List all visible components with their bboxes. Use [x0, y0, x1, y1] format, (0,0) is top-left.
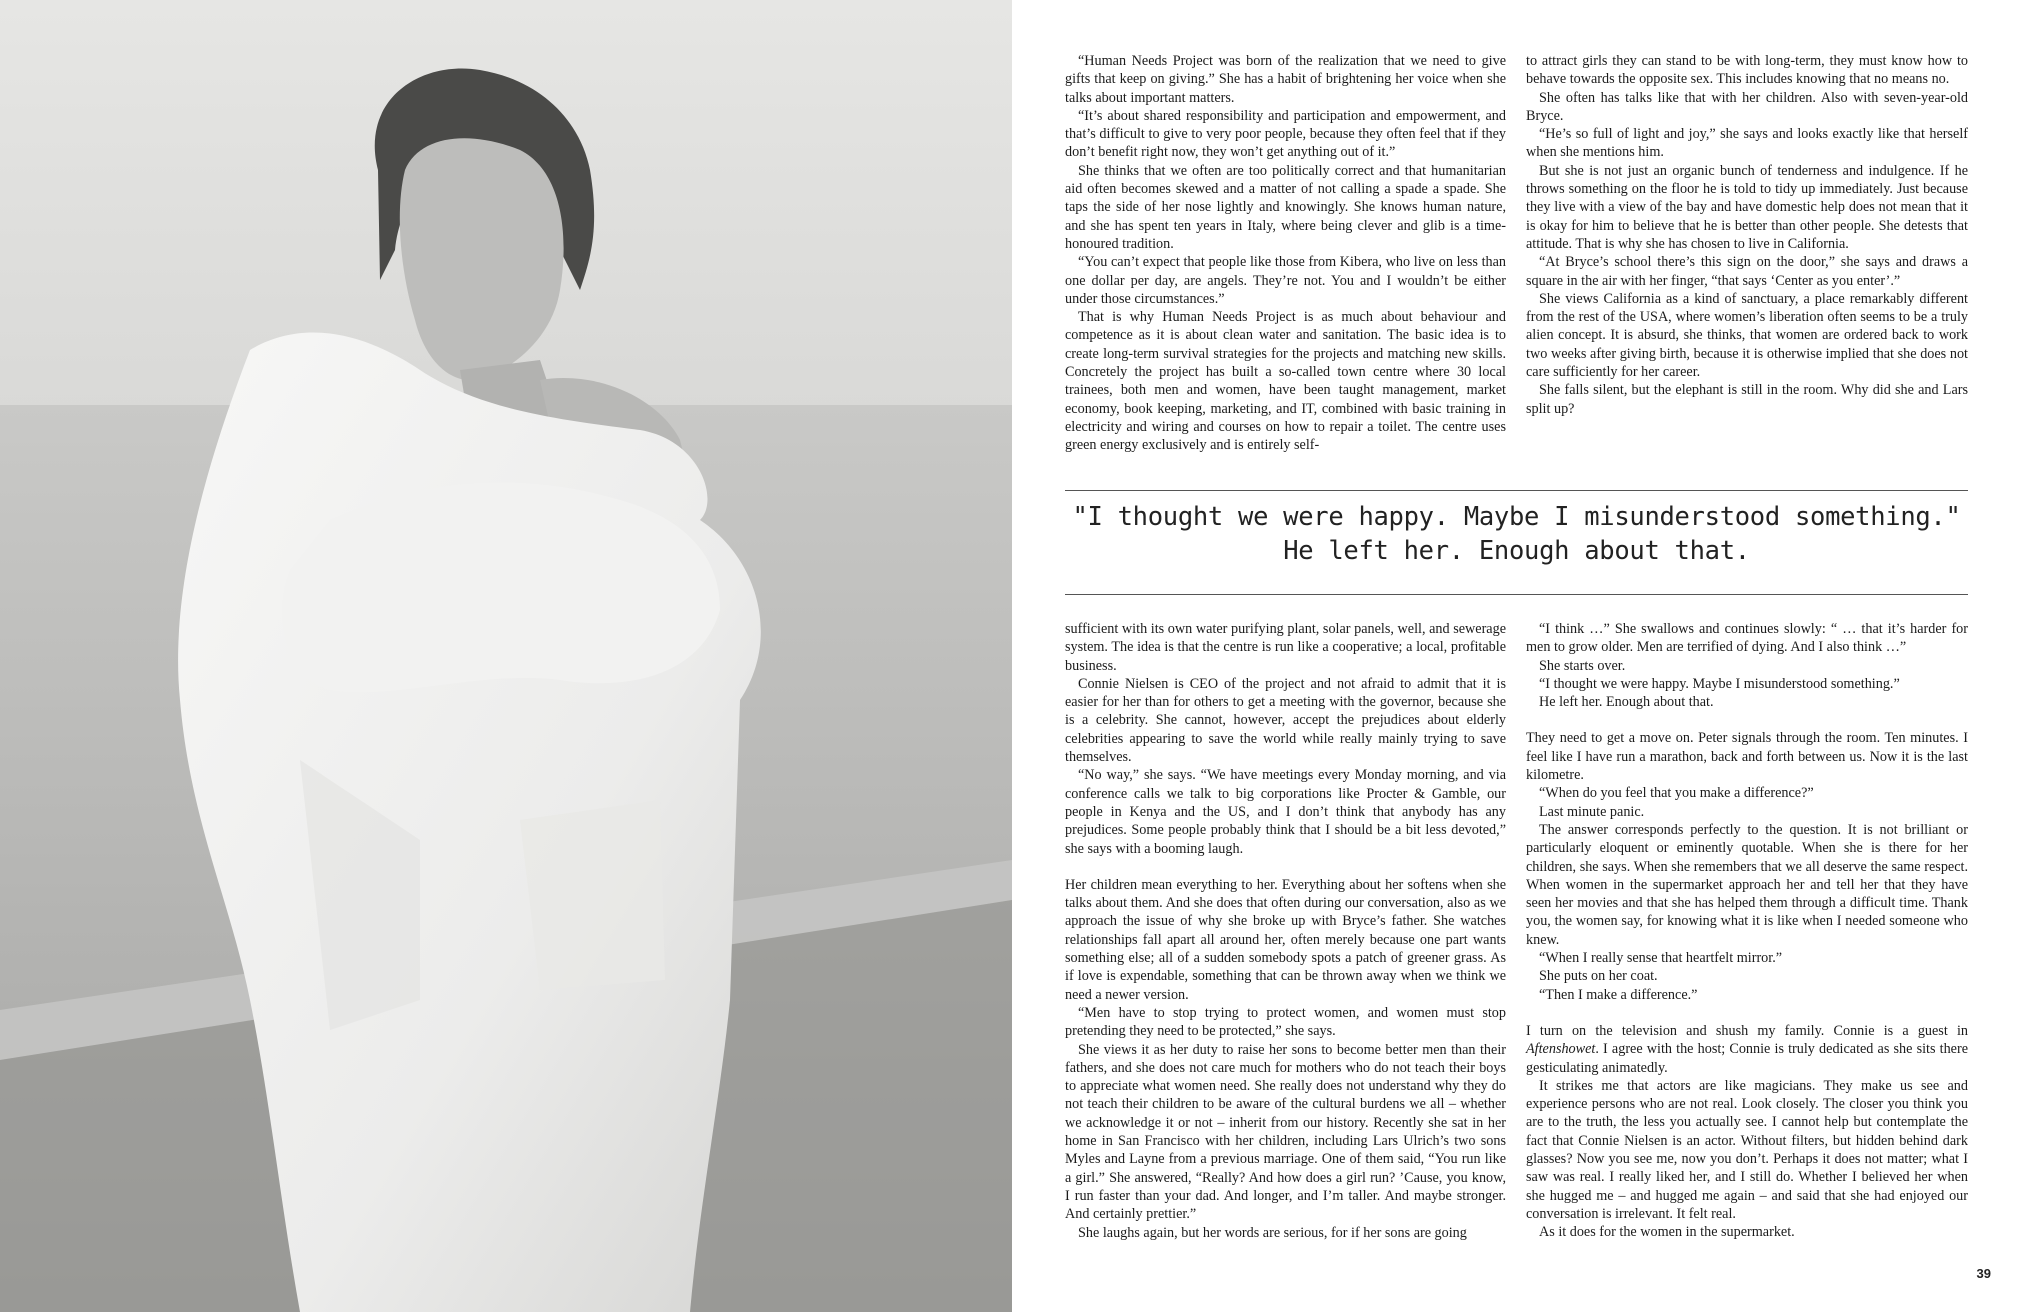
- show-title: Aftenshowet: [1526, 1041, 1596, 1058]
- paragraph: He left her. Enough about that.: [1539, 694, 1714, 711]
- pull-quote-line-2: He left her. Enough about that.: [1283, 536, 1750, 566]
- pull-quote: [1065, 500, 1968, 568]
- paragraph: She laughs again, but her words are serious, for if her sons are going: [1078, 1224, 1467, 1241]
- paragraph: She falls silent, but the elephant is still in the room. Why did she and Lars split up?: [1526, 382, 1968, 417]
- text-run: . I agree with the host; Connie is truly dedicated as she sits there gesticulating animatedly.: [1526, 1041, 1968, 1076]
- paragraph: “Men have to stop trying to protect women, and women must stop pretending they need to be protected,” she says.: [1065, 1004, 1506, 1040]
- paragraph: She thinks that we often are too politically correct and that humanitarian aid often becomes skewed and a matter of not calling a spade a spade. She taps the side of her nose lightly and knowingly. She knows human nature, and she has spent ten years in Italy, where being clever and glib is a time-honoured tradition.: [1065, 162, 1506, 252]
- paragraph: “He’s so full of light and joy,” she says and looks exactly like that herself when she mentions him.: [1526, 126, 1968, 161]
- paragraph: “When I really sense that heartfelt mirror.”: [1539, 950, 1783, 967]
- paragraph: “Human Needs Project was born of the realization that we need to give gifts that keep on giving.” She has a habit of brightening her voice when she talks about important matters.: [1065, 53, 1506, 106]
- paragraph: “You can’t expect that people like those from Kibera, who live on less than one dollar per day, are angels. They’re not. You and I wouldn’t be either under those circumstances.”: [1065, 254, 1506, 307]
- paragraph: “When do you feel that you make a difference?”: [1539, 785, 1814, 802]
- paragraph: “I think …” She swallows and continues slowly: “ … that it’s harder for men to grow older. Men are terrified of dying. And I also think …”: [1526, 621, 1968, 656]
- paragraph: She views California as a kind of sanctuary, a place remarkably different from the rest of the USA, where women’s liberation often seems to be a truly alien concept. It is absurd, she thinks, that women are ordered back to work two weeks after giving birth, because it is otherwise implied that she does not care sufficiently for her career.: [1526, 290, 1968, 381]
- page-number: 39: [1976, 1266, 1991, 1281]
- paragraph: “I thought we were happy. Maybe I misunderstood something.”: [1539, 675, 1900, 692]
- paragraph: to attract girls they can stand to be with long-term, they must know how to behave towards the opposite sex. This includes knowing that no means no.: [1526, 53, 1968, 88]
- paragraph: “At Bryce’s school there’s this sign on the door,” she says and draws a square in the air with her finger, “that says ‘Center as you enter’.”: [1526, 254, 1968, 289]
- paragraph: She often has talks like that with her children. Also with seven-year-old Bryce.: [1526, 89, 1968, 124]
- paragraph: They need to get a move on. Peter signals through the room. Ten minutes. I feel like I have run a marathon, back and forth between us. Now it is the last kilometre.: [1526, 730, 1968, 784]
- paragraph: She puts on her coat.: [1539, 968, 1658, 985]
- paragraph: “It’s about shared responsibility and participation and empowerment, and that’s difficult to give to very poor people, because they often feel that if they don’t benefit right now, they won’t get anything out of it.”: [1065, 107, 1506, 161]
- pull-quote-bottom-rule: [1065, 594, 1968, 595]
- paragraph: Last minute panic.: [1539, 803, 1645, 820]
- paragraph: It strikes me that actors are like magicians. They make us see and experience persons who are not real. Look closely. The closer you think you are to the truth, the less you actually see. I cannot help but contemplate the fact that Connie Nielsen is an actor. Without filters, but hidden behind dark glasses? Now you see me, now you don’t. Perhaps it does not matter; what I saw was real. I really liked her, and I still do. Whether I believed her when she hugged me – and hugged me again – and said that she had enjoyed our conversation is irrelevant. It felt real.: [1526, 1077, 1968, 1222]
- paragraph: She views it as her duty to raise her sons to become better men than their fathers, and she does not care much for mothers who do not teach their boys to appreciate what women need. She really does not understand why they do not teach their children to be aware of the cultural burdens we all – whether we acknowledge it or not – inherit from our history. Recently she sat in her home in San Francisco with her children, including Lars Ulrich’s two sons Myles and Layne from a previous marriage. One of them said, “You run like a girl.” She answered, “Really? And how does a girl run? ’Cause, you know, I run faster than your dad. And longer, and I’m taller. And maybe stronger. And certainly prettier.”: [1065, 1041, 1506, 1223]
- paragraph: The answer corresponds perfectly to the question. It is not brilliant or particularly eloquent or eminently quotable. When she is there for her children, she says. When she remembers that we all deserve the same respect. When women in the supermarket approach her and tell her that they have seen her movies and that she has helped them through a difficult time. Thank you, the women say, for knowing what it is like when I needed someone who knew.: [1526, 821, 1968, 948]
- paragraph: That is why Human Needs Project is as much about behaviour and competence as it is about clean water and sanitation. The basic idea is to create long-term survival strategies for the projects and matching new skills. Concretely the project has built a so-called town centre where 30 local trainees, both men and women, have been taught management, market economy, book keeping, marketing, and IT, combined with basic training in electricity and wiring and courses on how to repair a toilet. The centre uses green energy exclusively and is entirely self-: [1065, 309, 1506, 454]
- text-column-1: [1065, 52, 1506, 455]
- text-column-4: [1526, 620, 1968, 1242]
- paragraph: “No way,” she says. “We have meetings every Monday morning, and via conference calls we talk to big corporations like Procter & Gamble, our people in Kenya and the US, and I don’t think that anybody has any prejudices. Some people probably think that I should be a bit less devoted,” she says with a booming laugh.: [1065, 767, 1506, 857]
- paragraph: sufficient with its own water purifying plant, solar panels, well, and sewerage system. The idea is that the centre is run like a cooperative; a local, profitable business.: [1065, 621, 1506, 674]
- pull-quote-line-1: "I thought we were happy. Maybe I misunderstood something.": [1072, 502, 1961, 532]
- text-column-2: [1526, 52, 1968, 418]
- paragraph: But she is not just an organic bunch of tenderness and indulgence. If he throws something on the floor he is told to tidy up immediately. Just because they live with a view of the bay and have domestic help does not mean that it is okay for him to believe that he is better than other people. She detests that attitude. That is why she has chosen to live in California.: [1526, 162, 1968, 252]
- paragraph: She starts over.: [1539, 657, 1626, 674]
- paragraph: Connie Nielsen is CEO of the project and not afraid to admit that it is easier for her than for others to get a meeting with the governor, because she is a celebrity. She cannot, however, accept the prejudices about elderly celebrities appearing to save the world while really mainly trying to save themselves.: [1065, 675, 1506, 766]
- text-run: I turn on the television and shush my family. Connie is a guest in: [1526, 1022, 1968, 1039]
- text-column-3: [1065, 620, 1506, 1242]
- article-page: [1012, 0, 2024, 1312]
- paragraph: As it does for the women in the supermarket.: [1539, 1224, 1795, 1241]
- pull-quote-top-rule: [1065, 490, 1968, 491]
- paragraph: Her children mean everything to her. Everything about her softens when she talks about them. And she does that often during our conversation, also as we approach the issue of why she broke up with Bryce’s father. She watches relationships fall apart all around her, often merely because one part wants something else; all of a sudden somebody spots a patch of greener grass. As if love is expendable, something that can be thrown away when we think we need a newer version.: [1065, 876, 1506, 1003]
- paragraph: [1526, 1022, 1968, 1077]
- paragraph: “Then I make a difference.”: [1539, 986, 1698, 1003]
